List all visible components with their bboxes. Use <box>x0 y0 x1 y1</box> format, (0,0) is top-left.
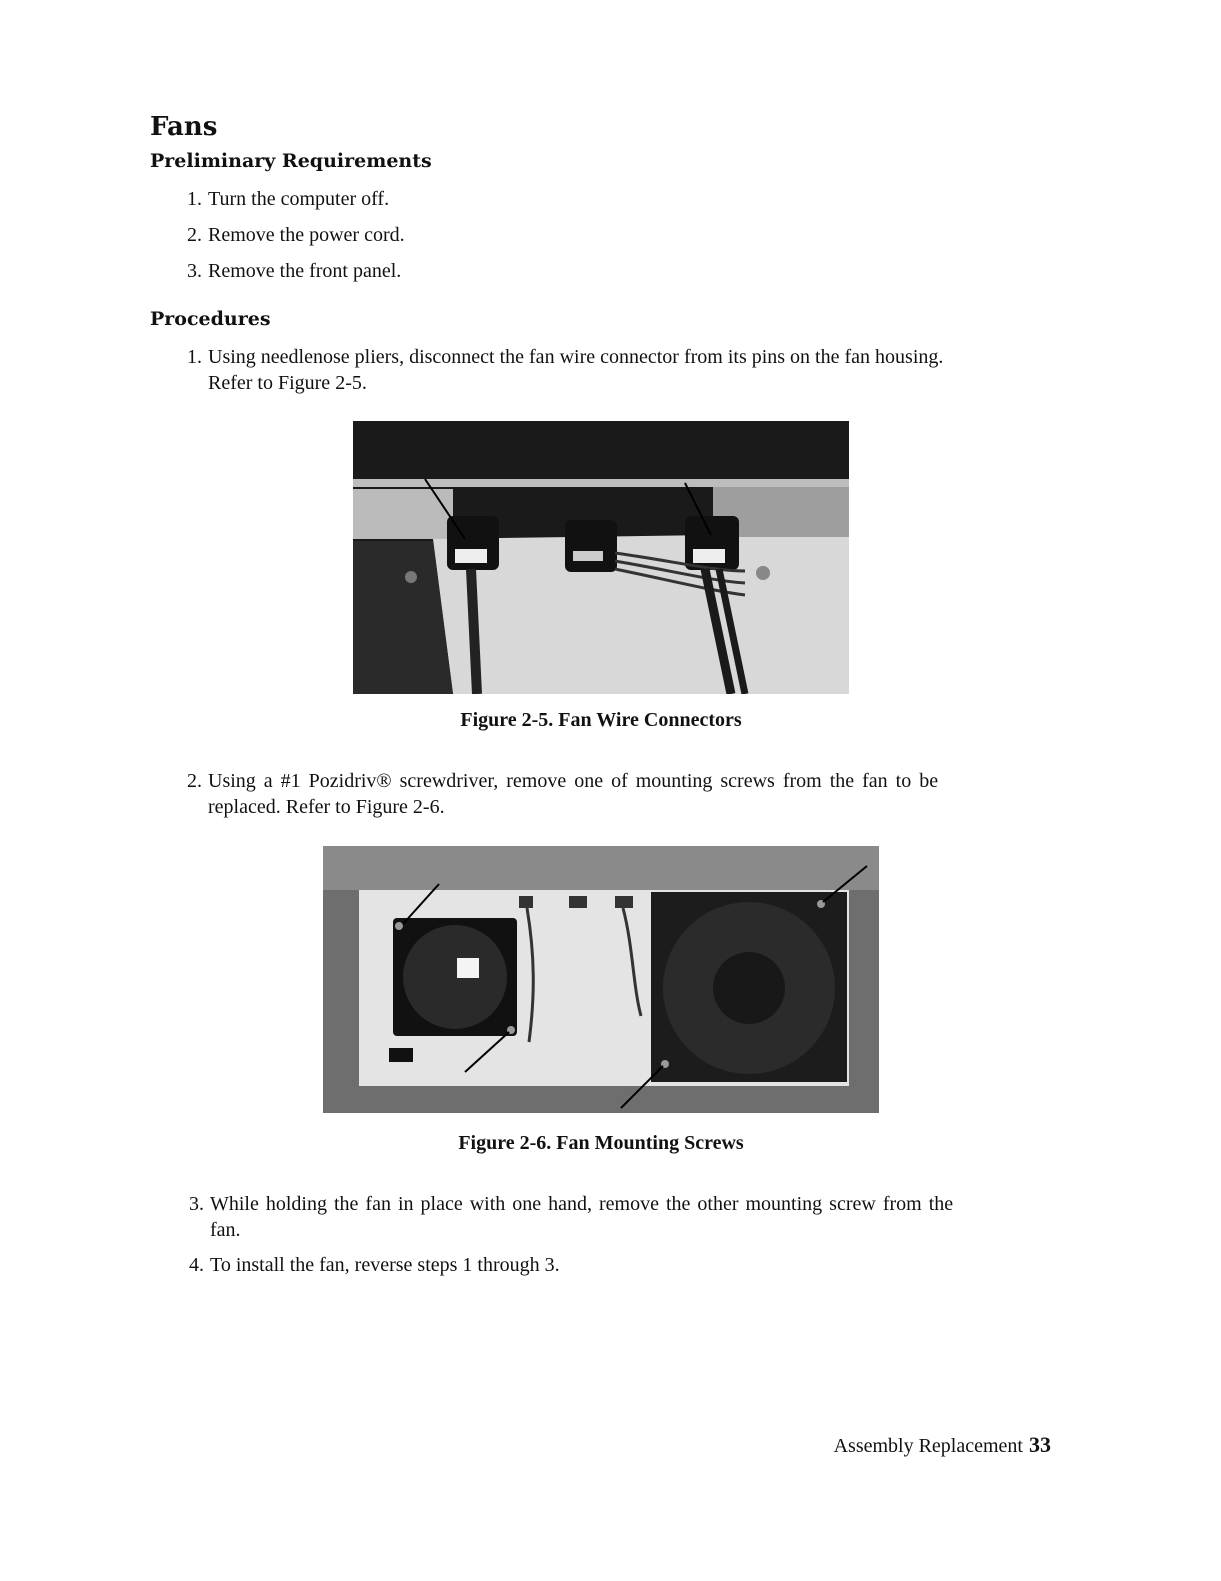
step-number: 4. <box>189 1254 204 1276</box>
prelim-item-number: 2. <box>187 224 202 246</box>
prelim-item-number: 3. <box>187 260 202 282</box>
step-number: 2. <box>187 770 202 792</box>
step-text: While holding the fan in place with one hand, remove the other mounting screw from the <box>210 1193 954 1215</box>
fan-mounting-screws-photo <box>323 846 879 1113</box>
prelim-item-text: Remove the front panel. <box>208 260 402 282</box>
fan-mounting-screws-drawing <box>323 846 879 1113</box>
prelim-heading: Preliminary Requirements <box>150 150 432 172</box>
footer-section: Assembly Replacement <box>833 1435 1023 1457</box>
figure-caption: Figure 2-5. Fan Wire Connectors <box>460 709 742 731</box>
prelim-item <box>176 258 1076 284</box>
fan-wire-connectors-drawing <box>353 421 849 694</box>
step-text-cont: replaced. Refer to Figure 2-6. <box>208 796 445 818</box>
section-title: Fans <box>150 112 218 142</box>
prelim-item-text: Turn the computer off. <box>208 188 390 210</box>
step-text-cont: Refer to Figure 2-5. <box>208 372 367 394</box>
procedures-heading: Procedures <box>150 308 271 330</box>
step-text: Using a #1 Pozidriv® screwdriver, remove one of mounting screws from the fan to be <box>208 770 939 792</box>
step-text: Using needlenose pliers, disconnect the fan wire connector from its pins on the fan housing. <box>208 346 944 368</box>
procedure-step <box>176 344 1076 396</box>
step-number: 1. <box>187 346 202 368</box>
step-text-cont: fan. <box>210 1219 241 1241</box>
prelim-item <box>176 186 1076 212</box>
page-number: 33 <box>1029 1432 1051 1457</box>
prelim-item-text: Remove the power cord. <box>208 224 405 246</box>
procedure-step <box>176 768 1076 820</box>
prelim-item <box>176 222 1076 248</box>
figure-caption: Figure 2-6. Fan Mounting Screws <box>458 1132 744 1154</box>
page-footer <box>834 1432 1051 1458</box>
step-text: To install the fan, reverse steps 1 through 3. <box>210 1254 560 1276</box>
procedure-step <box>178 1191 1078 1243</box>
fan-wire-connectors-photo <box>353 421 849 694</box>
prelim-item-number: 1. <box>187 188 202 210</box>
procedure-step <box>178 1252 1078 1278</box>
step-number: 3. <box>189 1193 204 1215</box>
